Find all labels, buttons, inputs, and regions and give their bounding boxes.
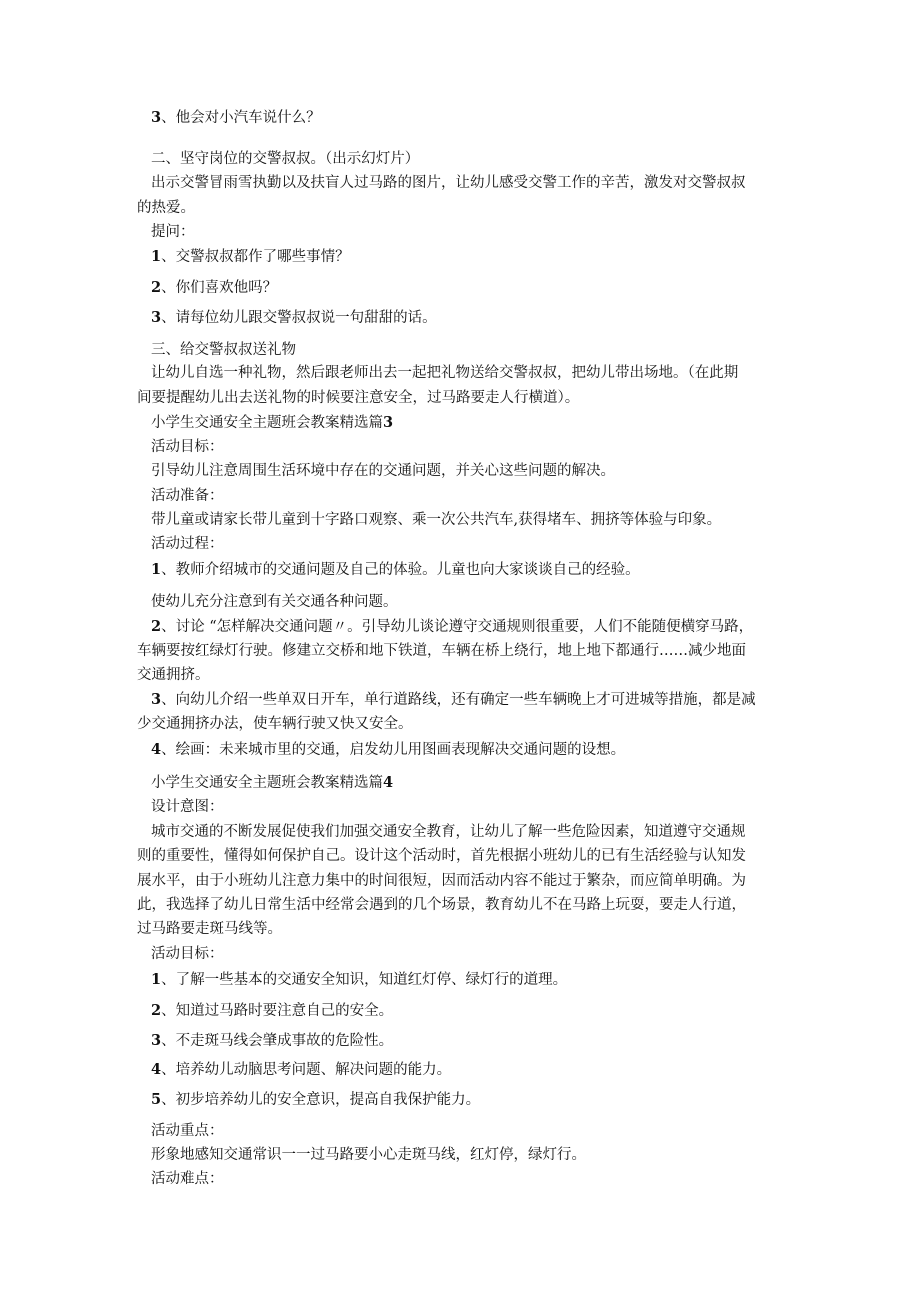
title-text: 小学生交通安全主题班会教案精选篇 <box>151 775 383 791</box>
item-text: 、绘画：未来城市里的交通，启发幼儿用图画表现解决交通问题的设想。 <box>161 742 626 758</box>
paragraph-line: 间要提醒幼儿出去送礼物的时候要注意安全，过马路要走人行横道）。 <box>137 390 580 406</box>
item-text: 、讨论 “怎样解决交通问题〃。引导幼儿谈论遵守交通规则很重要，人们不能随便横穿马路， <box>161 619 754 635</box>
list-item <box>151 1060 451 1080</box>
list-item <box>151 740 625 760</box>
list-item <box>151 308 437 328</box>
paragraph-line: 车辆要按红绿灯行驶。修建立交桥和地下铁道，车辆在桥上绕行，地上地下都通行……减少地面 <box>137 643 746 659</box>
title-number: 4 <box>383 774 394 791</box>
item-number: 1 <box>151 248 162 265</box>
title-text: 小学生交通安全主题班会教案精选篇 <box>151 415 383 431</box>
label-line: 活动过程： <box>151 536 224 552</box>
list-item <box>151 617 753 637</box>
item-text: 、向幼儿介绍一些单双日开车，单行道路线，还有确定一些车辆晚上才可进城等措施，都是减 <box>161 692 756 708</box>
item-number: 4 <box>151 741 162 758</box>
label-line: 活动难点： <box>151 1171 224 1187</box>
paragraph-line: 过马路要走斑马线等。 <box>137 921 282 937</box>
label-line: 设计意图： <box>151 799 224 815</box>
paragraph-line: 此，我选择了幼儿日常生活中经常会遇到的几个场景，教育幼儿不在马路上玩耍，要走人行道， <box>137 897 746 913</box>
item-text: 、了解一些基本的交通安全知识，知道红灯停、绿灯行的道理。 <box>161 972 568 988</box>
item-number: 2 <box>151 279 162 296</box>
paragraph-line: 带儿童或请家长带儿童到十字路口观察、乘一次公共汽车,获得堵车、拥挤等体验与印象。 <box>151 512 722 528</box>
item-number: 3 <box>151 1032 162 1049</box>
list-item <box>151 1001 393 1021</box>
item-number: 3 <box>151 309 162 326</box>
article-title <box>151 773 393 793</box>
item-text: 、培养幼儿动脑思考问题、解决问题的能力。 <box>161 1062 452 1078</box>
paragraph-line: 的热爱。 <box>137 200 195 216</box>
item-number: 3 <box>151 691 162 708</box>
item-text: 、知道过马路时要注意自己的安全。 <box>161 1003 394 1019</box>
paragraph-line: 城市交通的不断发展促使我们加强交通安全教育，让幼儿了解一些危险因素，知道遵守交通规 <box>151 824 746 840</box>
item-text: 、初步培养幼儿的安全意识，提高自我保护能力。 <box>161 1092 481 1108</box>
label-line: 活动目标： <box>151 946 224 962</box>
title-number: 3 <box>383 414 394 431</box>
label-line: 活动重点： <box>151 1123 224 1139</box>
item-number: 3 <box>151 109 162 126</box>
item-text: 、你们喜欢他吗？ <box>161 280 278 296</box>
label-line: 活动目标： <box>151 439 224 455</box>
list-item <box>151 1031 393 1051</box>
list-item <box>151 690 756 710</box>
article-title <box>151 413 393 433</box>
item-text: 、交警叔叔都作了哪些事情？ <box>161 249 350 265</box>
paragraph-line: 交通拥挤。 <box>137 667 210 683</box>
label-line: 提问： <box>151 224 195 240</box>
paragraph-line: 则的重要性，懂得如何保护自己。设计这个活动时，首先根据小班幼儿的已有生活经验与认知发 <box>137 848 746 864</box>
paragraph-line: 出示交警冒雨雪执勤以及扶盲人过马路的图片，让幼儿感受交警工作的辛苦，激发对交警叔叔 <box>151 175 746 191</box>
item-number: 1 <box>151 561 162 578</box>
item-text: 、不走斑马线会肇成事故的危险性。 <box>161 1033 394 1049</box>
list-item <box>151 108 321 128</box>
list-item <box>151 247 350 267</box>
paragraph-line: 引导幼儿注意周围生活环境中存在的交通问题，并关心这些问题的解决。 <box>151 463 615 479</box>
list-item <box>151 1090 480 1110</box>
item-number: 4 <box>151 1061 162 1078</box>
item-number: 2 <box>151 1002 162 1019</box>
paragraph-line: 让幼儿自选一种礼物，然后跟老师出去一起把礼物送给交警叔叔，把幼儿带出场地。（在此期 <box>151 365 739 381</box>
item-number: 5 <box>151 1091 162 1108</box>
label-line: 活动准备： <box>151 488 224 504</box>
section-heading: 二、坚守岗位的交警叔叔。（出示幻灯片） <box>151 151 420 167</box>
item-text: 、他会对小汽车说什么？ <box>161 110 321 126</box>
section-heading: 三、给交警叔叔送礼物 <box>151 342 296 358</box>
item-number: 2 <box>151 618 162 635</box>
paragraph-line: 形象地感知交通常识一一过马路要小心走斑马线，红灯停，绿灯行。 <box>151 1147 586 1163</box>
paragraph-line: 使幼儿充分注意到有关交通各种问题。 <box>151 594 398 610</box>
list-item <box>151 278 277 298</box>
item-text: 、教师介绍城市的交通问题及自己的体验。儿童也向大家谈谈自己的经验。 <box>161 562 640 578</box>
paragraph-line: 展水平，由于小班幼儿注意力集中的时间很短，因而活动内容不能过于繁杂，而应简单明确。为 <box>137 873 746 889</box>
list-item <box>151 560 640 580</box>
paragraph-line: 少交通拥挤办法，使车辆行驶又快又安全。 <box>137 716 413 732</box>
item-text: 、请每位幼儿跟交警叔叔说一句甜甜的话。 <box>161 310 437 326</box>
list-item <box>151 970 567 990</box>
item-number: 1 <box>151 971 162 988</box>
